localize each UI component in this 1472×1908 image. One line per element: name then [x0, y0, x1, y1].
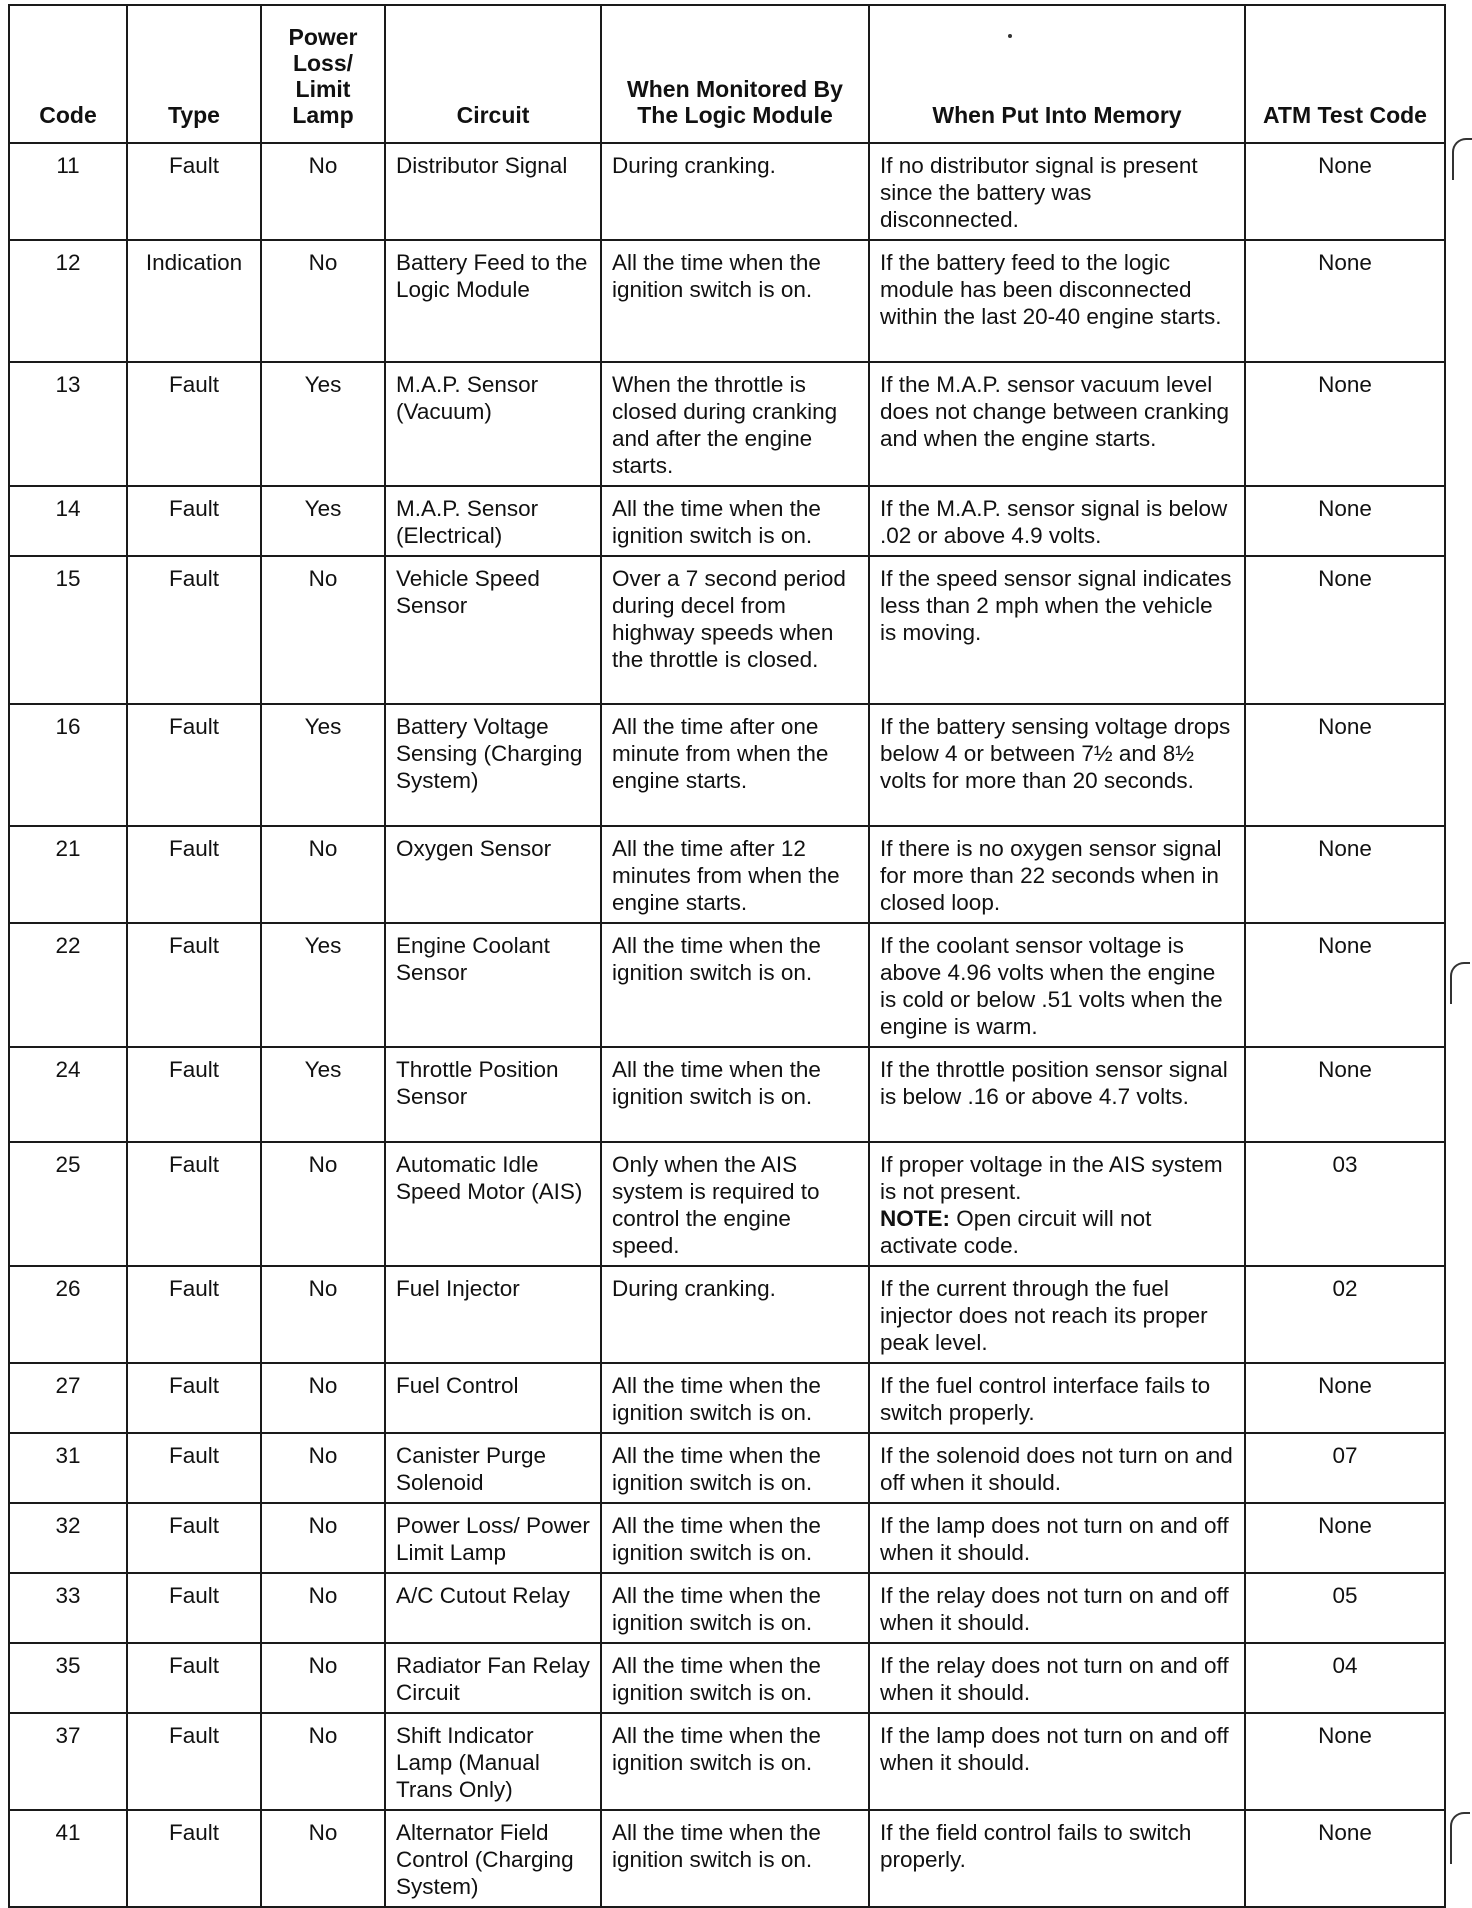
- cell-memory: [869, 1573, 1245, 1643]
- cell-type-text: Fault: [168, 1373, 220, 1398]
- cell-atm-test-code-text: 07: [1332, 1443, 1358, 1468]
- cell-lamp-text: No: [308, 1583, 338, 1608]
- cell-circuit: [385, 1713, 601, 1810]
- cell-type-text: Fault: [168, 1513, 220, 1538]
- cell-monitored-text: During cranking.: [612, 153, 776, 178]
- cell-memory: [869, 486, 1245, 556]
- cell-memory: [869, 826, 1245, 923]
- cell-memory-text: If the throttle position sensor signal is below .16 or above 4.7 volts.: [880, 1057, 1228, 1109]
- cell-atm-test-code-text: None: [1318, 372, 1372, 397]
- cell-type-text: Fault: [168, 372, 220, 397]
- cell-atm-test-code-text: None: [1318, 496, 1372, 521]
- cell-monitored-text: All the time when the ignition switch is on.: [612, 1057, 821, 1109]
- cell-code-text: 27: [55, 1373, 81, 1398]
- cell-code: [9, 1363, 127, 1433]
- cell-circuit: [385, 704, 601, 826]
- cell-type-text: Fault: [168, 566, 220, 591]
- cell-lamp-text: No: [308, 1276, 338, 1301]
- cell-type-text: Fault: [168, 1057, 220, 1082]
- cell-type: [127, 923, 261, 1047]
- cell-circuit: [385, 1503, 601, 1573]
- header-monitored: When Monitored By The Logic Module: [601, 5, 869, 143]
- cell-code: [9, 362, 127, 486]
- cell-monitored-text: All the time when the ignition switch is on.: [612, 1820, 821, 1872]
- cell-circuit-text: M.A.P. Sensor (Vacuum): [396, 372, 539, 424]
- cell-circuit-text: Alternator Field Control (Charging System): [396, 1820, 574, 1899]
- cell-lamp-text: Yes: [304, 1057, 342, 1082]
- cell-lamp: [261, 362, 385, 486]
- cell-monitored: [601, 1433, 869, 1503]
- cell-type: [127, 1713, 261, 1810]
- cell-code: [9, 1142, 127, 1266]
- cell-circuit-text: Shift Indicator Lamp (Manual Trans Only): [396, 1723, 540, 1802]
- cell-lamp-text: Yes: [304, 372, 342, 397]
- cell-code: [9, 923, 127, 1047]
- cell-monitored-text: All the time when the ignition switch is on.: [612, 496, 821, 548]
- cell-memory-text: If the current through the fuel injector does not reach its proper peak level.: [880, 1276, 1208, 1355]
- cell-code: [9, 826, 127, 923]
- cell-type-text: Fault: [168, 1152, 220, 1177]
- cell-code: [9, 704, 127, 826]
- cell-lamp: [261, 1573, 385, 1643]
- cell-circuit: [385, 826, 601, 923]
- cell-lamp: [261, 240, 385, 362]
- table-row: [9, 1047, 1445, 1142]
- cell-lamp-text: No: [308, 1513, 338, 1538]
- cell-lamp-text: No: [308, 1152, 338, 1177]
- cell-lamp: [261, 826, 385, 923]
- cell-memory-text: If the coolant sensor voltage is above 4.96 volts when the engine is cold or below .51 volts when the engine is warm.: [880, 933, 1223, 1039]
- cell-circuit-text: Vehicle Speed Sensor: [396, 566, 540, 618]
- cell-code-text: 21: [55, 836, 81, 861]
- table-row: [9, 1573, 1445, 1643]
- cell-code: [9, 1047, 127, 1142]
- cell-lamp-text: No: [308, 1443, 338, 1468]
- cell-type-text: Fault: [168, 1653, 220, 1678]
- cell-monitored: [601, 1266, 869, 1363]
- table-row: [9, 1810, 1445, 1907]
- table-row: [9, 486, 1445, 556]
- cell-atm-test-code-text: None: [1318, 153, 1372, 178]
- cell-type-text: Fault: [168, 1723, 220, 1748]
- cell-type-text: Fault: [168, 1820, 220, 1845]
- cell-circuit: [385, 240, 601, 362]
- cell-circuit-text: Distributor Signal: [396, 153, 568, 178]
- cell-lamp: [261, 1713, 385, 1810]
- cell-monitored: [601, 1713, 869, 1810]
- cell-code-text: 14: [55, 496, 81, 521]
- cell-type-text: Fault: [168, 1443, 220, 1468]
- cell-memory-text: If the speed sensor signal indicates less than 2 mph when the vehicle is moving.: [880, 566, 1232, 645]
- cell-monitored: [601, 1503, 869, 1573]
- table-row: [9, 556, 1445, 704]
- cell-type: [127, 1266, 261, 1363]
- header-lamp: Power Loss/ Limit Lamp: [261, 5, 385, 143]
- cell-atm-test-code: [1245, 1810, 1445, 1907]
- cell-circuit-text: Battery Feed to the Logic Module: [396, 250, 588, 302]
- cell-monitored-text: All the time when the ignition switch is on.: [612, 1373, 821, 1425]
- cell-memory-text: If the fuel control interface fails to switch properly.: [880, 1373, 1211, 1425]
- cell-circuit: [385, 1266, 601, 1363]
- cell-atm-test-code: [1245, 1643, 1445, 1713]
- cell-circuit: [385, 143, 601, 240]
- cell-code-text: 24: [55, 1057, 81, 1082]
- cell-monitored: [601, 486, 869, 556]
- cell-lamp: [261, 1503, 385, 1573]
- cell-monitored: [601, 362, 869, 486]
- cell-monitored-text: Only when the AIS system is required to control the engine speed.: [612, 1152, 820, 1258]
- cell-memory: [869, 1047, 1245, 1142]
- cell-monitored: [601, 826, 869, 923]
- cell-atm-test-code: [1245, 826, 1445, 923]
- cell-atm-test-code-text: None: [1318, 714, 1372, 739]
- cell-monitored-text: All the time after one minute from when the engine starts.: [612, 714, 829, 793]
- cell-atm-test-code-text: None: [1318, 1820, 1372, 1845]
- cell-atm-test-code: [1245, 362, 1445, 486]
- table-row: [9, 143, 1445, 240]
- cell-circuit-text: Automatic Idle Speed Motor (AIS): [396, 1152, 583, 1204]
- cell-monitored-text: All the time when the ignition switch is on.: [612, 933, 821, 985]
- cell-atm-test-code: [1245, 556, 1445, 704]
- cell-monitored-text: All the time when the ignition switch is on.: [612, 1513, 821, 1565]
- cell-type: [127, 704, 261, 826]
- cell-code-text: 41: [55, 1820, 81, 1845]
- cell-type-text: Fault: [168, 496, 220, 521]
- cell-memory: [869, 1503, 1245, 1573]
- cell-lamp-text: No: [308, 153, 338, 178]
- note-text: Open circuit will not activate code.: [880, 1206, 1152, 1258]
- cell-circuit-text: M.A.P. Sensor (Electrical): [396, 496, 539, 548]
- cell-circuit-text: Power Loss/ Power Limit Lamp: [396, 1513, 590, 1565]
- cell-memory-text: If the M.A.P. sensor vacuum level does not change between cranking and when the engine starts.: [880, 372, 1230, 451]
- cell-lamp: [261, 486, 385, 556]
- cell-type: [127, 1363, 261, 1433]
- cell-atm-test-code-text: None: [1318, 1723, 1372, 1748]
- table-row: [9, 1713, 1445, 1810]
- cell-memory: [869, 1643, 1245, 1713]
- cell-type: [127, 486, 261, 556]
- cell-circuit: [385, 1433, 601, 1503]
- table-row: [9, 1503, 1445, 1573]
- cell-code-text: 12: [55, 250, 81, 275]
- table-row: [9, 923, 1445, 1047]
- cell-type: [127, 556, 261, 704]
- cell-lamp: [261, 1363, 385, 1433]
- cell-memory-text: If the M.A.P. sensor signal is below .02 or above 4.9 volts.: [880, 496, 1228, 548]
- cell-atm-test-code-text: 04: [1332, 1653, 1358, 1678]
- header-type: Type: [127, 5, 261, 143]
- cell-circuit-text: Battery Voltage Sensing (Charging System): [396, 714, 583, 793]
- cell-lamp-text: Yes: [304, 496, 342, 521]
- cell-circuit: [385, 1047, 601, 1142]
- cell-monitored-text: All the time when the ignition switch is on.: [612, 250, 821, 302]
- cell-code: [9, 1810, 127, 1907]
- cell-lamp: [261, 1433, 385, 1503]
- cell-lamp: [261, 556, 385, 704]
- cell-monitored: [601, 704, 869, 826]
- cell-monitored-text: During cranking.: [612, 1276, 776, 1301]
- cell-circuit-text: Canister Purge Solenoid: [396, 1443, 547, 1495]
- cell-code-text: 16: [55, 714, 81, 739]
- cell-monitored: [601, 240, 869, 362]
- cell-type: [127, 1433, 261, 1503]
- cell-atm-test-code: [1245, 1266, 1445, 1363]
- cell-atm-test-code: [1245, 1433, 1445, 1503]
- cell-type: [127, 1810, 261, 1907]
- cell-memory: [869, 923, 1245, 1047]
- cell-lamp-text: No: [308, 1723, 338, 1748]
- cell-monitored-text: All the time when the ignition switch is on.: [612, 1583, 821, 1635]
- cell-circuit-text: Throttle Position Sensor: [396, 1057, 559, 1109]
- cell-atm-test-code: [1245, 1503, 1445, 1573]
- cell-code-text: 11: [56, 153, 80, 178]
- cell-code: [9, 1503, 127, 1573]
- cell-type: [127, 143, 261, 240]
- cell-monitored-text: All the time when the ignition switch is on.: [612, 1723, 821, 1775]
- cell-atm-test-code-text: None: [1318, 1373, 1372, 1398]
- cell-circuit: [385, 556, 601, 704]
- cell-atm-test-code: [1245, 704, 1445, 826]
- cell-atm-test-code-text: None: [1318, 1057, 1372, 1082]
- header-row: [9, 5, 1445, 143]
- table-row: [9, 1643, 1445, 1713]
- cell-atm-test-code: [1245, 1142, 1445, 1266]
- margin-bracket-mark: [1450, 1812, 1470, 1864]
- cell-memory: [869, 362, 1245, 486]
- cell-type-text: Fault: [168, 836, 220, 861]
- header-code: Code: [9, 5, 127, 143]
- cell-code: [9, 1573, 127, 1643]
- cell-type: [127, 1047, 261, 1142]
- cell-type: [127, 240, 261, 362]
- cell-circuit: [385, 1363, 601, 1433]
- cell-lamp: [261, 1810, 385, 1907]
- margin-bracket-mark: [1452, 138, 1472, 180]
- cell-memory-text: If the solenoid does not turn on and off when it should.: [880, 1443, 1233, 1495]
- cell-atm-test-code: [1245, 1713, 1445, 1810]
- cell-lamp-text: Yes: [304, 714, 342, 739]
- cell-circuit-text: Radiator Fan Relay Circuit: [396, 1653, 590, 1705]
- cell-code-text: 22: [55, 933, 81, 958]
- cell-monitored: [601, 1047, 869, 1142]
- cell-type: [127, 1573, 261, 1643]
- cell-monitored: [601, 1810, 869, 1907]
- cell-monitored-text: Over a 7 second period during decel from highway speeds when the throttle is closed.: [612, 566, 846, 672]
- cell-memory: [869, 1142, 1245, 1266]
- cell-atm-test-code-text: 03: [1332, 1152, 1358, 1177]
- cell-memory-text: If the lamp does not turn on and off when it should.: [880, 1723, 1229, 1775]
- cell-memory: [869, 1713, 1245, 1810]
- cell-atm-test-code: [1245, 486, 1445, 556]
- cell-type-text: Indication: [145, 250, 243, 275]
- cell-lamp: [261, 923, 385, 1047]
- table-row: [9, 1433, 1445, 1503]
- cell-lamp-text: No: [308, 566, 338, 591]
- cell-lamp: [261, 704, 385, 826]
- cell-monitored-text: All the time when the ignition switch is on.: [612, 1443, 821, 1495]
- cell-lamp: [261, 1047, 385, 1142]
- cell-atm-test-code: [1245, 1573, 1445, 1643]
- cell-monitored-text: All the time after 12 minutes from when the engine starts.: [612, 836, 840, 915]
- cell-circuit-text: Oxygen Sensor: [396, 836, 552, 861]
- cell-memory: [869, 1363, 1245, 1433]
- cell-memory-text: If the battery sensing voltage drops below 4 or between 7½ and 8½ volts for more than 20 seconds.: [880, 714, 1231, 793]
- cell-memory-text: If the lamp does not turn on and off when it should.: [880, 1513, 1229, 1565]
- cell-memory: [869, 1266, 1245, 1363]
- cell-type-text: Fault: [168, 1583, 220, 1608]
- cell-memory-text: If no distributor signal is present since the battery was disconnected.: [880, 153, 1198, 232]
- cell-monitored-text: When the throttle is closed during cranking and after the engine starts.: [612, 372, 838, 478]
- cell-memory-text: If there is no oxygen sensor signal for more than 22 seconds when in closed loop.: [880, 836, 1222, 915]
- cell-code-text: 35: [55, 1653, 81, 1678]
- table-row: [9, 826, 1445, 923]
- note-label: NOTE:: [880, 1206, 950, 1231]
- cell-circuit: [385, 1573, 601, 1643]
- cell-type-text: Fault: [168, 153, 220, 178]
- cell-circuit-text: Engine Coolant Sensor: [396, 933, 550, 985]
- cell-monitored: [601, 923, 869, 1047]
- cell-lamp: [261, 1643, 385, 1713]
- cell-code: [9, 1643, 127, 1713]
- table-row: [9, 362, 1445, 486]
- cell-code: [9, 486, 127, 556]
- cell-code-text: 33: [55, 1583, 81, 1608]
- cell-atm-test-code-text: None: [1318, 836, 1372, 861]
- cell-code-text: 15: [55, 566, 81, 591]
- cell-lamp-text: No: [308, 836, 338, 861]
- cell-type: [127, 1142, 261, 1266]
- cell-lamp-text: No: [308, 1373, 338, 1398]
- cell-atm-test-code-text: 05: [1332, 1583, 1358, 1608]
- margin-bracket-mark: [1450, 962, 1470, 1004]
- cell-atm-test-code-text: 02: [1332, 1276, 1358, 1301]
- header-memory: When Put Into Memory: [869, 5, 1245, 143]
- table-row: [9, 704, 1445, 826]
- cell-memory: [869, 556, 1245, 704]
- cell-atm-test-code-text: None: [1318, 1513, 1372, 1538]
- cell-type: [127, 1503, 261, 1573]
- fault-code-table: [8, 4, 1446, 1908]
- cell-circuit-text: A/C Cutout Relay: [396, 1583, 570, 1608]
- cell-lamp: [261, 143, 385, 240]
- cell-code: [9, 1433, 127, 1503]
- cell-circuit-text: Fuel Control: [396, 1373, 519, 1398]
- cell-lamp: [261, 1142, 385, 1266]
- cell-circuit: [385, 1142, 601, 1266]
- cell-atm-test-code: [1245, 240, 1445, 362]
- cell-code-text: 31: [55, 1443, 81, 1468]
- table-row: [9, 1363, 1445, 1433]
- cell-code-text: 13: [55, 372, 81, 397]
- cell-memory: [869, 704, 1245, 826]
- cell-code-text: 26: [55, 1276, 81, 1301]
- cell-memory: [869, 240, 1245, 362]
- cell-atm-test-code: [1245, 1363, 1445, 1433]
- cell-monitored-text: All the time when the ignition switch is on.: [612, 1653, 821, 1705]
- cell-code: [9, 1713, 127, 1810]
- cell-memory-text: If the battery feed to the logic module has been disconnected within the last 20-40 engine starts.: [880, 250, 1222, 329]
- cell-lamp-text: No: [308, 1653, 338, 1678]
- cell-code-text: 25: [55, 1152, 81, 1177]
- cell-type: [127, 1643, 261, 1713]
- cell-circuit-text: Fuel Injector: [396, 1276, 520, 1301]
- cell-type: [127, 826, 261, 923]
- cell-type-text: Fault: [168, 933, 220, 958]
- cell-code: [9, 143, 127, 240]
- cell-type-text: Fault: [168, 1276, 220, 1301]
- cell-monitored: [601, 1142, 869, 1266]
- cell-monitored: [601, 143, 869, 240]
- table-row: [9, 1266, 1445, 1363]
- cell-type: [127, 362, 261, 486]
- cell-circuit: [385, 1810, 601, 1907]
- cell-circuit: [385, 362, 601, 486]
- cell-type-text: Fault: [168, 714, 220, 739]
- cell-lamp-text: No: [308, 250, 338, 275]
- cell-monitored: [601, 556, 869, 704]
- cell-atm-test-code: [1245, 1047, 1445, 1142]
- cell-code: [9, 240, 127, 362]
- header-atm-test-code: ATM Test Code: [1245, 5, 1445, 143]
- cell-code-text: 37: [55, 1723, 81, 1748]
- cell-memory-text: If the relay does not turn on and off when it should.: [880, 1653, 1229, 1705]
- header-circuit: Circuit: [385, 5, 601, 143]
- cell-code: [9, 1266, 127, 1363]
- cell-circuit: [385, 1643, 601, 1713]
- cell-memory-text: If the relay does not turn on and off when it should.: [880, 1583, 1229, 1635]
- table-row: [9, 1142, 1445, 1266]
- cell-monitored: [601, 1363, 869, 1433]
- cell-atm-test-code-text: None: [1318, 566, 1372, 591]
- cell-monitored: [601, 1643, 869, 1713]
- cell-memory: [869, 1810, 1245, 1907]
- cell-lamp: [261, 1266, 385, 1363]
- cell-circuit: [385, 923, 601, 1047]
- cell-memory-text: If proper voltage in the AIS system is not present.: [880, 1152, 1223, 1204]
- cell-lamp-text: Yes: [304, 933, 342, 958]
- cell-memory-text: If the field control fails to switch properly.: [880, 1820, 1192, 1872]
- cell-code-text: 32: [55, 1513, 81, 1538]
- cell-monitored: [601, 1573, 869, 1643]
- cell-circuit: [385, 486, 601, 556]
- cell-atm-test-code: [1245, 143, 1445, 240]
- cell-atm-test-code-text: None: [1318, 933, 1372, 958]
- cell-atm-test-code: [1245, 923, 1445, 1047]
- cell-memory: [869, 143, 1245, 240]
- cell-memory: [869, 1433, 1245, 1503]
- cell-code: [9, 556, 127, 704]
- cell-atm-test-code-text: None: [1318, 250, 1372, 275]
- table-row: [9, 240, 1445, 362]
- cell-lamp-text: No: [308, 1820, 338, 1845]
